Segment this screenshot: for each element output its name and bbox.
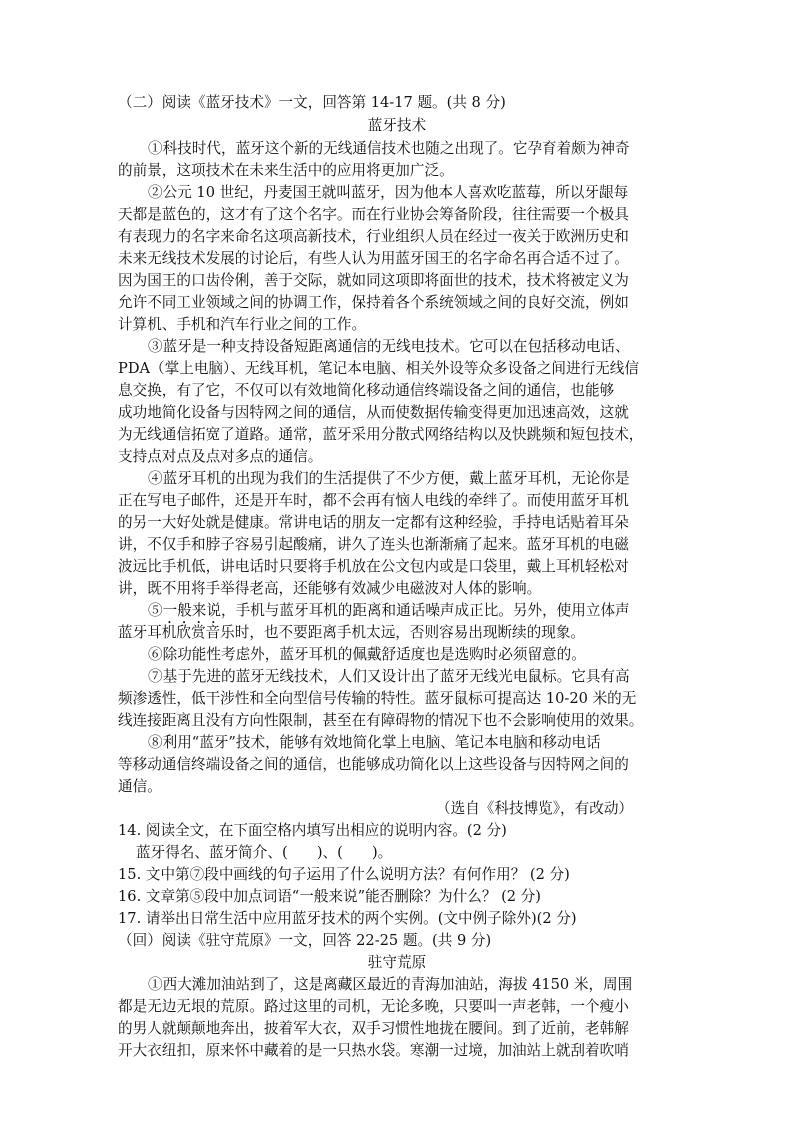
paragraph-line: ②公元 10 世纪，丹麦国王就叫蓝牙，因为他本人喜欢吃蓝莓，所以牙龈每 xyxy=(148,184,629,201)
article-title: 蓝牙技术 xyxy=(367,117,427,134)
paragraph-line: 天都是蓝色的，这才有了这个名字。而在行业协会筹备阶段，往往需要一个极具 xyxy=(118,206,629,223)
paragraph-line: 正在写电子邮件，还是开车时，都不会再有恼人电线的牵绊了。而使用蓝牙耳机 xyxy=(118,492,629,509)
paragraph-line: 为无线通信拓宽了道路。通常，蓝牙采用分散式网络结构以及快跳频和短包技术， xyxy=(118,426,644,443)
paragraph-line: 支持点对点及点对多点的通信。 xyxy=(118,448,323,465)
paragraph-line: 息交换，有了它，不仅可以有效地简化移动通信终端设备之间的通信，也能够 xyxy=(118,382,615,399)
source-citation: （选自《科技博览》，有改动） xyxy=(436,800,634,817)
paragraph-line: ③蓝牙是一种支持设备短距离通信的无线电技术。它可以在包括移动电话、 xyxy=(148,338,630,355)
paragraph-line: 讲，不仅手和脖子容易引起酸痛，讲久了连头也渐渐痛了起来。蓝牙耳机的电磁 xyxy=(118,536,629,553)
paragraph-line: 都是无边无垠的荒原。路过这里的司机，无论多晚，只要叫一声老韩，一个瘦小 xyxy=(118,998,629,1015)
paragraph-line: ⑧利用“蓝牙”技术，能够有效地简化掌上电脑、笔记本电脑和移动电话 xyxy=(148,734,601,751)
question-16: 16. 文章第⑤段中加点词语“一般来说”能否删除？为什么？ (2 分) xyxy=(118,888,541,905)
paragraph-line: 计算机、手机和汽车行业之间的工作。 xyxy=(118,316,367,333)
paragraph-line: PDA（掌上电脑）、无线耳机，笔记本电脑、相关外设等众多设备之间进行无线信 xyxy=(118,360,639,377)
paragraph-line: 频渗透性，低干涉性和全向型信号传输的特性。蓝牙鼠标可提高达 10-20 米的无 xyxy=(118,690,637,707)
dotted-phrase: 一般来说 xyxy=(162,602,221,619)
question-15: 15. 文中第⑦段中画线的句子运用了什么说明方法？有何作用？ (2 分) xyxy=(118,866,570,883)
paragraph-line: 的另一大好处就是健康。常讲电话的朋友一定都有这种经验，手持电话贴着耳朵 xyxy=(118,514,629,531)
paragraph-line: 未来无线技术发展的讨论后，有些人认为用蓝牙国王的名字命名再合适不过了。 xyxy=(118,250,629,267)
paragraph-line: 通信。 xyxy=(118,778,162,795)
paragraph-line: 开大衣纽扣，原来怀中藏着的是一只热水袋。寒潮一过境，加油站上就刮着吹哨 xyxy=(118,1042,629,1059)
paragraph-line: 蓝牙耳机欣赏音乐时，也不要距离手机太远，否则容易出现断续的现象。 xyxy=(118,624,586,641)
paragraph-line: 成功地简化设备与因特网之间的通信，从而使数据传输变得更加迅速高效，这就 xyxy=(118,404,629,421)
paragraph-line: 波远比手机低，讲电话时只要将手机放在公文包内或是口袋里，戴上耳机轻松对 xyxy=(118,558,629,575)
paragraph-line: ①科技时代，蓝牙这个新的无线通信技术也随之出现了。它孕育着颇为神奇 xyxy=(148,140,630,157)
paragraph-line: 的前景，这项技术在未来生活中的应用将更加广泛。 xyxy=(118,162,454,179)
paragraph-line: 因为国王的口齿伶俐，善于交际，就如同这项即将面世的技术，技术将被定义为 xyxy=(118,272,629,289)
paragraph-line: 讲，既不用将手举得老高，还能够有效减少电磁波对人体的影响。 xyxy=(118,580,542,597)
article-title: 驻守荒原 xyxy=(367,954,427,971)
paragraph-line: 有表现力的名字来命名这项高新技术，行业组织人员在经过一夜关于欧洲历史和 xyxy=(118,228,629,245)
question-14-blank: 蓝牙得名、蓝牙简介、( )、( )。 xyxy=(136,844,393,861)
paragraph-number: ⑤ xyxy=(148,602,163,619)
paragraph-line xyxy=(148,600,794,622)
paragraph-line: 允许不同工业领域之间的协调工作，保持着各个系统领域之间的良好交流，例如 xyxy=(118,294,629,311)
paragraph-text: ，手机与蓝牙耳机的距离和通话噪声成正比。另外，使用立体声 xyxy=(221,602,630,619)
question-14: 14. 阅读全文，在下面空格内填写出相应的说明内容。(2 分) xyxy=(118,822,507,839)
paragraph-line: ⑥除功能性考虑外，蓝牙耳机的佩戴舒适度也是选购时必须留意的。 xyxy=(148,646,586,663)
paragraph-line: 线连接距离且没有方向性限制，甚至在有障碍物的情况下也不会影响使用的效果。 xyxy=(118,712,644,729)
paragraph-line: ④蓝牙耳机的出现为我们的生活提供了不少方便，戴上蓝牙耳机，无论你是 xyxy=(148,470,630,487)
question-17: 17. 请举出日常生活中应用蓝牙技术的两个实例。(文中例子除外)(2 分) xyxy=(118,910,577,927)
paragraph-line: ⑦基于先进的蓝牙无线技术，人们又设计出了蓝牙无线光电鼠标。它具有高 xyxy=(148,668,630,685)
section-heading: （回）阅读《驻守荒原》一文，回答 22-25 题。(共 9 分) xyxy=(118,932,492,949)
section-heading: （二）阅读《蓝牙技术》一文，回答第 14-17 题。(共 8 分) xyxy=(118,94,506,111)
paragraph-line: 的男人就颠颠地奔出，披着军大衣，双手习惯性地拢在腰间。到了近前，老韩解 xyxy=(118,1020,629,1037)
paragraph-line: ①西大滩加油站到了，这是离藏区最近的青海加油站，海拔 4150 米，周围 xyxy=(148,976,633,993)
paragraph-line: 等移动通信终端设备之间的通信，也能够成功简化以上这些设备与因特网之间的 xyxy=(118,756,629,773)
